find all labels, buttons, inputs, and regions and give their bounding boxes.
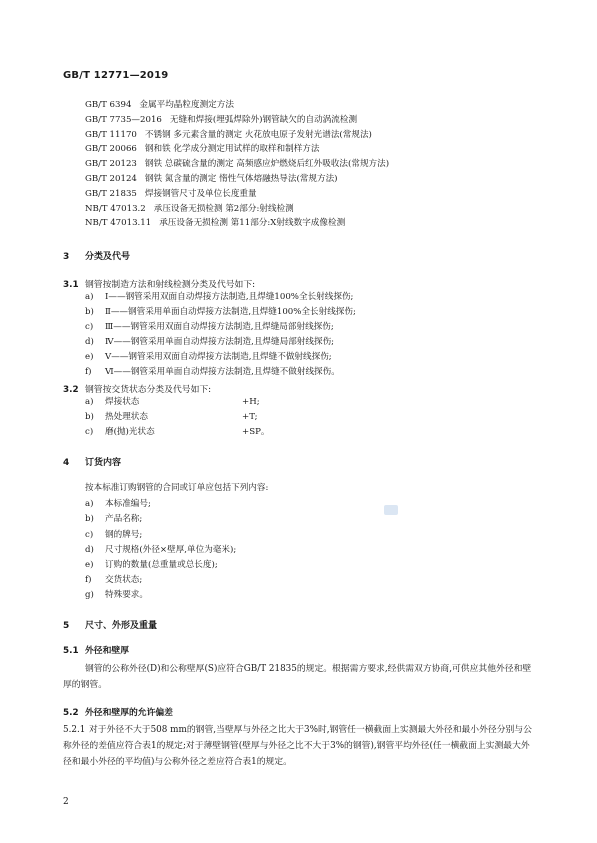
reference-title: 钢铁 总碳硫含量的测定 高频感应炉燃烧后红外吸收法(常规方法) xyxy=(144,159,390,170)
reference-code: GB/T 21835 xyxy=(85,188,137,199)
list-item xyxy=(85,395,260,410)
normative-references-list xyxy=(85,98,565,231)
list-item xyxy=(85,528,142,543)
list-text: 产品名称; xyxy=(105,514,143,524)
clause-text: 对于外径不大于508 mm的钢管,当壁厚与外径之比大于3%时,钢管任一横截面上实测最大外径和最小外径分别与公称外径的差值应符合表1的规定;对于薄壁钢管(壁厚与外径之比不大于3%的钢管),钢管平均外径(任一横截面上实测最大外径和最小外径的平均值)与公称外径之差应符合表1的规定。 xyxy=(63,725,532,767)
reference-code: GB/T 20124 xyxy=(85,173,137,184)
section-title: 订货内容 xyxy=(85,458,122,468)
section-4-intro: 按本标准订购钢管的合同或订单应包括下列内容: xyxy=(85,483,269,493)
list-text: Ⅴ——钢管采用双面自动焊接方法制造,且焊缝不做射线探伤; xyxy=(105,352,332,362)
reference-title: 不锈钢 多元素含量的测定 火花放电原子发射光谱法(常规法) xyxy=(144,129,372,140)
list-item xyxy=(85,305,356,320)
reference-code: GB/T 11170 xyxy=(85,129,137,140)
clause-number: 5.1 xyxy=(63,646,79,656)
reference-item xyxy=(85,98,565,113)
reference-title: 承压设备无损检测 第2部分:射线检测 xyxy=(153,203,294,214)
list-label: c) xyxy=(85,427,94,437)
reference-title: 焊接钢管尺寸及单位长度重量 xyxy=(144,188,257,199)
list-item xyxy=(85,365,340,380)
reference-item xyxy=(85,157,565,172)
reference-title: 无缝和焊接(埋弧焊除外)钢管缺欠的自动涡流检测 xyxy=(169,114,358,125)
section-number: 3 xyxy=(63,252,70,262)
list-label: e) xyxy=(85,560,94,570)
delivery-state-name: 焊接状态 xyxy=(105,397,140,407)
section-title: 尺寸、外形及重量 xyxy=(85,621,158,631)
list-label: c) xyxy=(85,322,94,332)
clause-number: 3.2 xyxy=(63,385,79,395)
list-label: f) xyxy=(85,575,92,585)
reference-code: NB/T 47013.11 xyxy=(85,218,152,229)
list-item xyxy=(85,425,269,440)
section-4-heading xyxy=(63,455,121,468)
list-text: Ⅰ——钢管采用双面自动焊接方法制造,且焊缝100%全长射线探伤; xyxy=(105,292,354,302)
clause-text: 钢管按制造方法和射线检测分类及代号如下: xyxy=(85,280,256,290)
clause-5-1-heading xyxy=(63,643,129,656)
list-label: b) xyxy=(85,514,94,524)
list-item xyxy=(85,573,142,588)
list-text: 交货状态; xyxy=(105,575,143,585)
delivery-state-name: 热处理状态 xyxy=(105,412,148,422)
list-label: d) xyxy=(85,337,94,347)
clause-number: 5.2.1 xyxy=(63,725,86,735)
list-label: d) xyxy=(85,545,94,555)
clause-number: 5.2 xyxy=(63,708,79,718)
watermark-logo xyxy=(384,505,398,515)
delivery-state-code: +SP。 xyxy=(242,427,270,437)
list-item xyxy=(85,320,334,335)
list-item xyxy=(85,588,148,603)
list-text: 钢的牌号; xyxy=(105,530,143,540)
list-label: b) xyxy=(85,412,94,422)
list-text: 尺寸规格(外径×壁厚,单位为毫米); xyxy=(105,545,237,555)
section-number: 5 xyxy=(63,621,70,631)
list-label: a) xyxy=(85,397,94,407)
list-item xyxy=(85,335,334,350)
list-item xyxy=(85,512,142,527)
list-label: f) xyxy=(85,367,92,377)
list-text: 订购的数量(总重量或总长度); xyxy=(105,560,218,570)
section-3-heading xyxy=(63,249,130,262)
list-label: a) xyxy=(85,292,94,302)
section-title: 分类及代号 xyxy=(85,252,131,262)
list-label: g) xyxy=(85,590,94,600)
reference-title: 钢和铁 化学成分测定用试样的取样和制样方法 xyxy=(144,144,320,155)
reference-item xyxy=(85,187,565,202)
reference-item xyxy=(85,142,565,157)
list-label: a) xyxy=(85,499,94,509)
clause-3-2 xyxy=(63,382,211,395)
reference-code: NB/T 47013.2 xyxy=(85,203,146,214)
list-label: e) xyxy=(85,352,94,362)
reference-code: GB/T 20066 xyxy=(85,144,137,155)
reference-code: GB/T 20123 xyxy=(85,159,137,170)
reference-code: GB/T 6394 xyxy=(85,100,132,110)
list-text: 特殊要求。 xyxy=(105,590,148,600)
list-item xyxy=(85,543,236,558)
section-number: 4 xyxy=(63,458,70,468)
reference-item xyxy=(85,128,565,143)
list-text: Ⅵ——钢管采用单面自动焊接方法制造,且焊缝不做射线探伤。 xyxy=(105,367,340,377)
delivery-state-code: +H; xyxy=(242,397,260,407)
reference-item xyxy=(85,202,565,217)
clause-5-1-text: 钢管的公称外径(D)和公称壁厚(S)应符合GB/T 21835的规定。根据需方要求,经供需双方协商,可供应其他外径和壁厚的钢管。 xyxy=(63,664,532,690)
clause-title: 外径和壁厚 xyxy=(85,646,129,656)
clause-text: 钢管按交货状态分类及代号如下: xyxy=(85,385,212,395)
reference-item xyxy=(85,216,565,231)
standard-number-header: GB/T 12771—2019 xyxy=(63,70,169,81)
page-number: 2 xyxy=(63,797,69,807)
reference-title: 承压设备无损检测 第11部分:X射线数字成像检测 xyxy=(159,218,346,229)
list-item xyxy=(85,290,353,305)
reference-item xyxy=(85,172,565,187)
list-item xyxy=(85,350,332,365)
clause-number: 3.1 xyxy=(63,280,79,290)
list-text: Ⅳ——钢管采用单面自动焊接方法制造,且焊缝局部射线探伤; xyxy=(105,337,335,347)
list-item xyxy=(85,558,218,573)
reference-code: GB/T 7735—2016 xyxy=(85,114,162,125)
list-text: Ⅱ——钢管采用单面自动焊接方法制造,且焊缝100%全长射线探伤; xyxy=(105,307,356,317)
list-text: Ⅲ——钢管采用双面自动焊接方法制造,且焊缝局部射线探伤; xyxy=(105,322,334,332)
list-text: 本标准编号; xyxy=(105,499,151,509)
clause-5-2-heading xyxy=(63,705,173,718)
reference-title: 金属平均晶粒度测定方法 xyxy=(139,100,234,110)
delivery-state-code: +T; xyxy=(242,412,258,422)
section-5-heading xyxy=(63,618,157,631)
reference-item xyxy=(85,113,565,128)
reference-title: 钢铁 氮含量的测定 惰性气体熔融热导法(常规方法) xyxy=(144,173,338,184)
list-label: b) xyxy=(85,307,94,317)
clause-5-2-1 xyxy=(63,722,538,770)
delivery-state-name: 磨(抛)光状态 xyxy=(105,427,155,437)
clause-title: 外径和壁厚的允许偏差 xyxy=(85,708,173,718)
list-item xyxy=(85,497,151,512)
list-item xyxy=(85,410,258,425)
clause-3-1 xyxy=(63,277,255,290)
list-label: c) xyxy=(85,530,94,540)
